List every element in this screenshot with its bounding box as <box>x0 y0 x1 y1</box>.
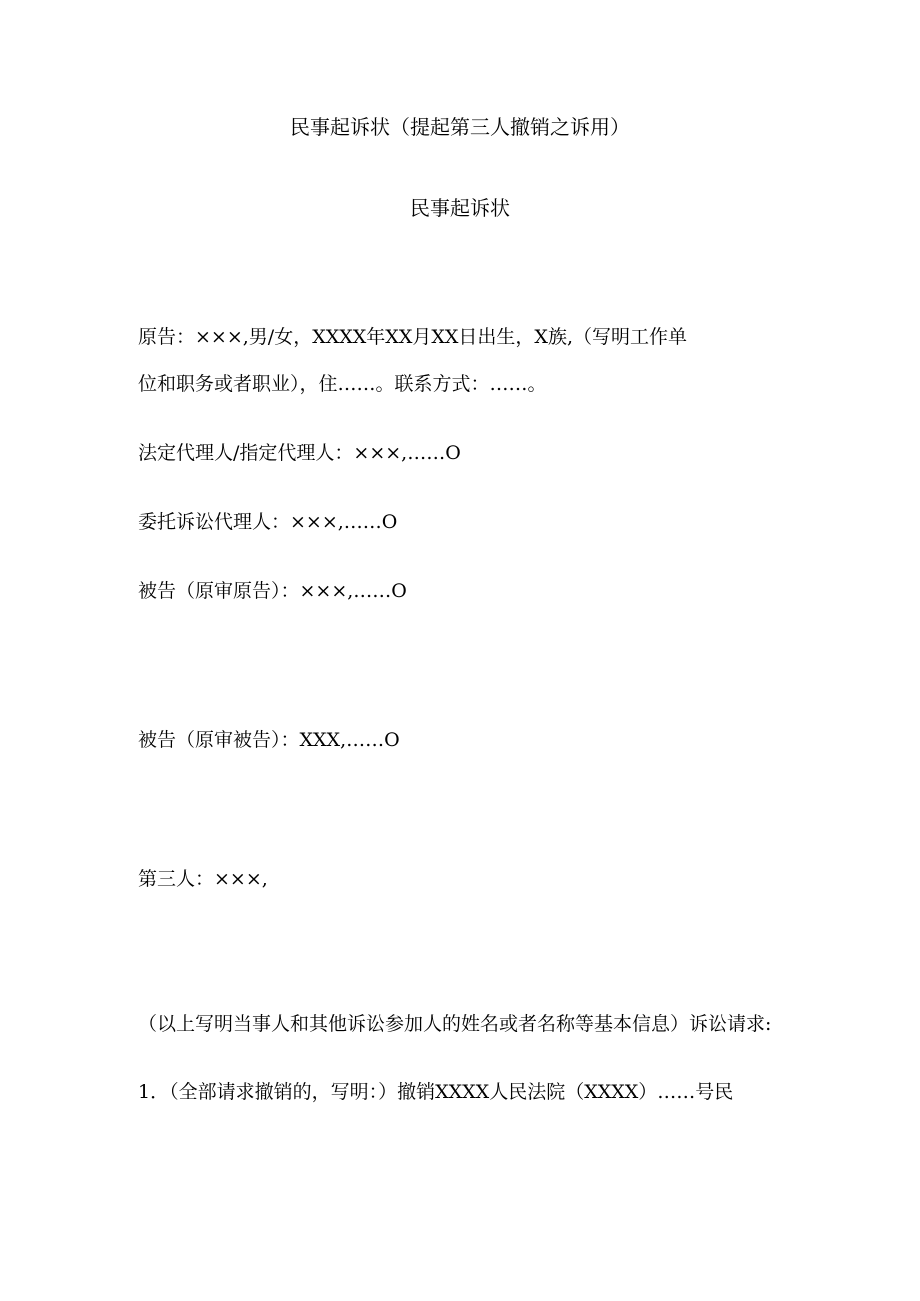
document-title: 民事起诉状（提起第三人撤销之诉用） <box>290 115 630 139</box>
party-info-note-and-claims-heading: （以上写明当事人和其他诉讼参加人的姓名或者名称等基本信息）诉讼请求: <box>138 1013 772 1035</box>
defendant-original-plaintiff: 被告（原审原告）：×××,……O <box>138 580 407 602</box>
plaintiff-info-line-1: 原告：×××,男/女，XXXX年XX月XX日出生，X族,（写明工作单 <box>138 326 687 348</box>
claim-item-1: 1．（全部请求撤销的，写明：）撤销XXXX人民法院（XXXX）……号民 <box>138 1081 734 1103</box>
entrusted-agent: 委托诉讼代理人：×××,……O <box>138 511 398 533</box>
plaintiff-info-line-2: 位和职务或者职业），住……。联系方式：……。 <box>138 373 547 395</box>
legal-representative: 法定代理人/指定代理人：×××,……O <box>138 442 461 464</box>
third-party: 第三人：×××, <box>138 868 268 890</box>
document-subtitle: 民事起诉状 <box>410 196 510 220</box>
defendant-original-defendant: 被告（原审被告）：XXX,……O <box>138 729 400 751</box>
